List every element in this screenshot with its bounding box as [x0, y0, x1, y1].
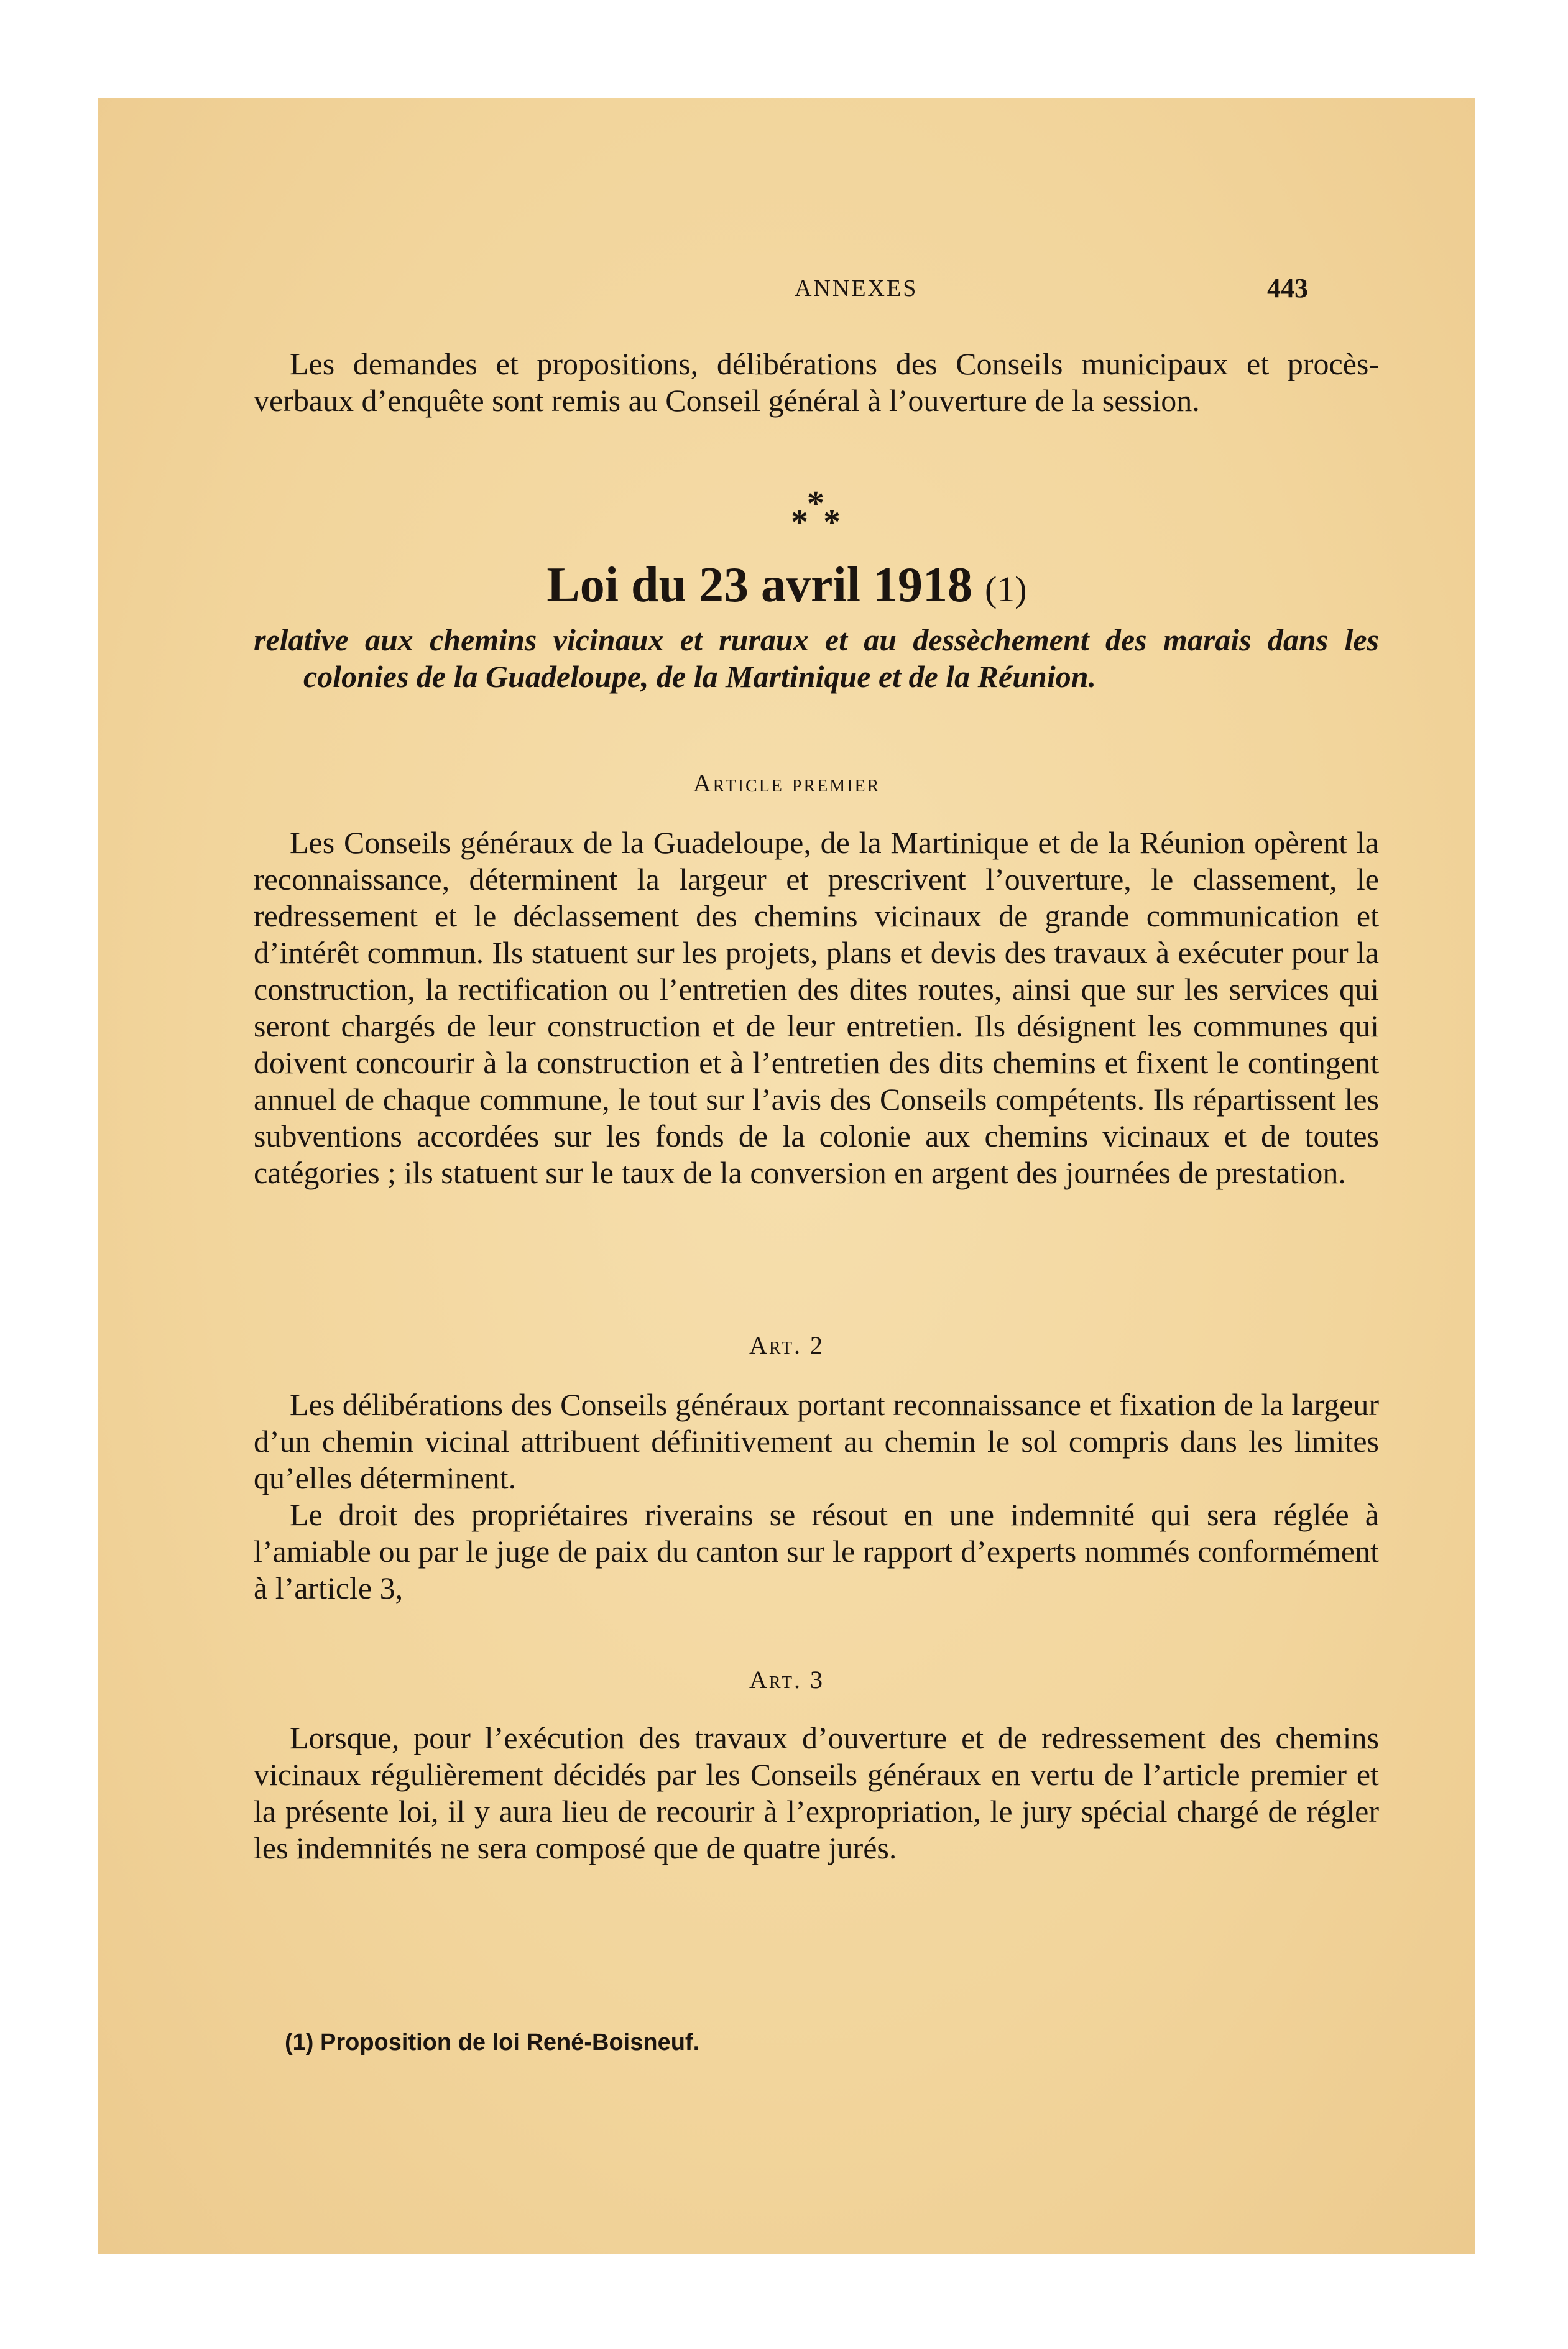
article-heading: Article premier	[693, 769, 881, 797]
section-separator	[770, 484, 894, 540]
article-paragraph: Le droit des propriétaires riverains se résout en une indemnité qui sera réglée à l’amiable ou par le juge de paix du canton sur le rapport d’experts nommés conformément à l’article 3,	[254, 1497, 1379, 1605]
law-title-text: Loi du 23 avril 1918	[546, 558, 972, 612]
intro-paragraph: Les demandes et propositions, délibérations des Conseils municipaux et procès-verbaux d’enquête sont remis au Conseil général à l’ouverture de la session.	[254, 346, 1379, 418]
article-heading: Art. 3	[749, 1666, 824, 1694]
footnote: (1) Proposition de loi René-Boisneuf.	[285, 2029, 700, 2056]
law-title	[98, 557, 1475, 614]
page-number: 443	[1267, 273, 1308, 303]
separator-star: *	[823, 503, 841, 542]
article-paragraph: Les Conseils généraux de la Guadeloupe, de la Martinique et de la Réunion opèrent la reconnaissance, déterminent la largeur et prescrivent l’ouverture, le classement, le redressement et le déclassement des chemins vicinaux de grande communication et d’intérêt commun. Ils statuent sur les projets, plans et devis des travaux à exécuter pour la construction, la rectification ou l’entretien des dites routes, ainsi que sur les services qui seront chargés de leur construction et de leur entretien. Ils désignent les communes qui doivent concourir à la construction et à l’entretien des dits chemins et fixent le contingent annuel de chaque commune, le tout sur l’avis des Conseils compétents. Ils répartissent les subventions accordées sur les fonds de la colonie aux chemins vicinaux et de toutes catégories ; ils statuent sur le taux de la conversion en argent des journées de prestation.	[254, 825, 1379, 1190]
article-heading: Art. 2	[749, 1331, 824, 1359]
article-3-body	[254, 1720, 1379, 1867]
footnote-reference: (1)	[984, 569, 1027, 609]
article-paragraph: Lorsque, pour l’exécution des travaux d’ouverture et de redressement des chemins vicinaux régulièrement décidés par les Conseils généraux en vertu de l’article premier et la présente loi, il y aura lieu de recourir à l’expropriation, le jury spécial chargé de régler les indemnités ne sera composé que de quatre jurés.	[254, 1720, 1379, 1865]
separator-star: *	[807, 484, 824, 523]
running-header	[98, 275, 1475, 312]
running-title: ANNEXES	[795, 275, 918, 302]
scanned-page	[98, 98, 1475, 2254]
article-2-body	[254, 1387, 1379, 1607]
article-1-body	[254, 824, 1379, 1191]
article-paragraph: Les délibérations des Conseils généraux portant reconnaissance et fixation de la largeur d’un chemin vicinal attribuent définitivement au chemin le sol compris dans les limites qu’elles déterminent.	[254, 1387, 1379, 1495]
law-subtitle: relative aux chemins vicinaux et ruraux et au dessèchement des marais dans les colonies de la Guadeloupe, de la Martinique et de la Réunion.	[254, 622, 1379, 694]
intro-block	[254, 346, 1379, 419]
separator-star: *	[791, 503, 808, 542]
